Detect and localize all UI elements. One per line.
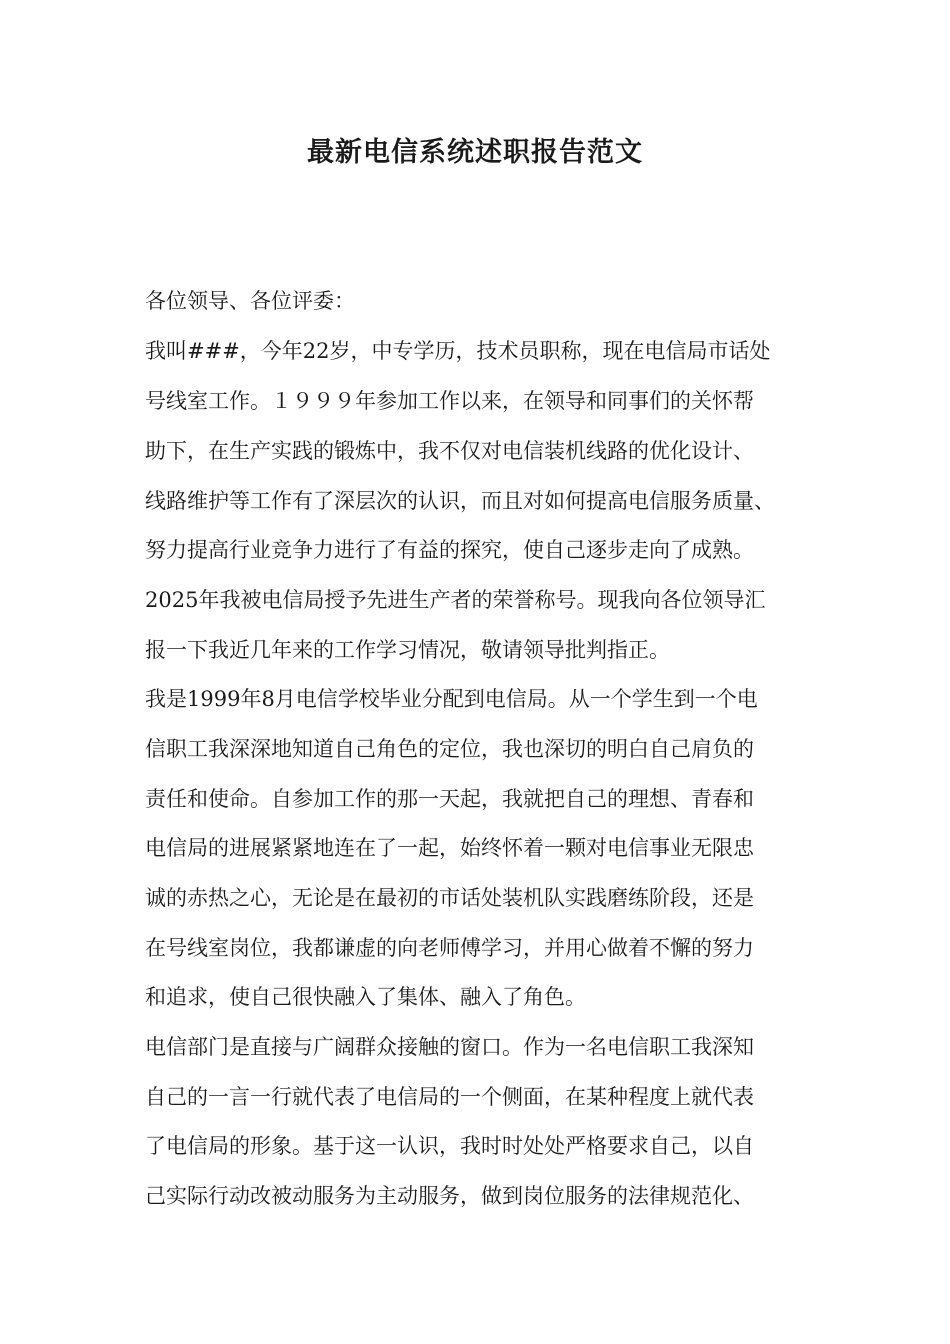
document-title: 最新电信系统述职报告范文 <box>307 137 643 168</box>
text-line: 在号线室岗位，我都谦虚的向老师傅学习，并用心做着不懈的努力 <box>145 936 754 960</box>
text-line: 自己的一言一行就代表了电信局的一个侧面，在某种程度上就代表 <box>145 1085 754 1109</box>
text-line: 线路维护等工作有了深层次的认识，而且对如何提高电信服务质量、 <box>145 489 775 513</box>
text-line: 2025年我被电信局授予先进生产者的荣誉称号。现我向各位领导汇 <box>145 588 766 612</box>
text-line: 我叫###，今年22岁，中专学历，技术员职称，现在电信局市话处 <box>145 339 771 363</box>
text-line: 责任和使命。自参加工作的那一天起，我就把自己的理想、青春和 <box>145 787 754 811</box>
text-line: 诚的赤热之心，无论是在最初的市话处装机队实践磨练阶段，还是 <box>145 886 754 910</box>
text-line: 了电信局的形象。基于这一认识，我时时处处严格要求自己，以自 <box>145 1134 754 1158</box>
text-line: 报一下我近几年来的工作学习情况，敬请领导批判指正。 <box>145 638 670 662</box>
text-line: 和追求，使自己很快融入了集体、融入了角色。 <box>145 985 586 1009</box>
text-line: 助下，在生产实践的锻炼中，我不仅对电信装机线路的优化设计、 <box>145 439 754 463</box>
text-line: 己实际行动改被动服务为主动服务，做到岗位服务的法律规范化、 <box>145 1184 754 1208</box>
text-line: 信职工我深深地知道自己角色的定位，我也深切的明白自己肩负的 <box>145 737 754 761</box>
text-line: 号线室工作。１９９９年参加工作以来，在领导和同事们的关怀帮 <box>145 389 754 413</box>
text-line: 努力提高行业竞争力进行了有益的探究，使自己逐步走向了成熟。 <box>145 538 754 562</box>
text-line: 我是1999年8月电信学校毕业分配到电信局。从一个学生到一个电 <box>145 687 758 711</box>
text-line: 各位领导、各位评委： <box>145 289 355 313</box>
text-line: 电信部门是直接与广阔群众接触的窗口。作为一名电信职工我深知 <box>145 1035 754 1059</box>
text-line: 电信局的进展紧紧地连在了一起，始终怀着一颗对电信事业无限忠 <box>145 836 754 860</box>
